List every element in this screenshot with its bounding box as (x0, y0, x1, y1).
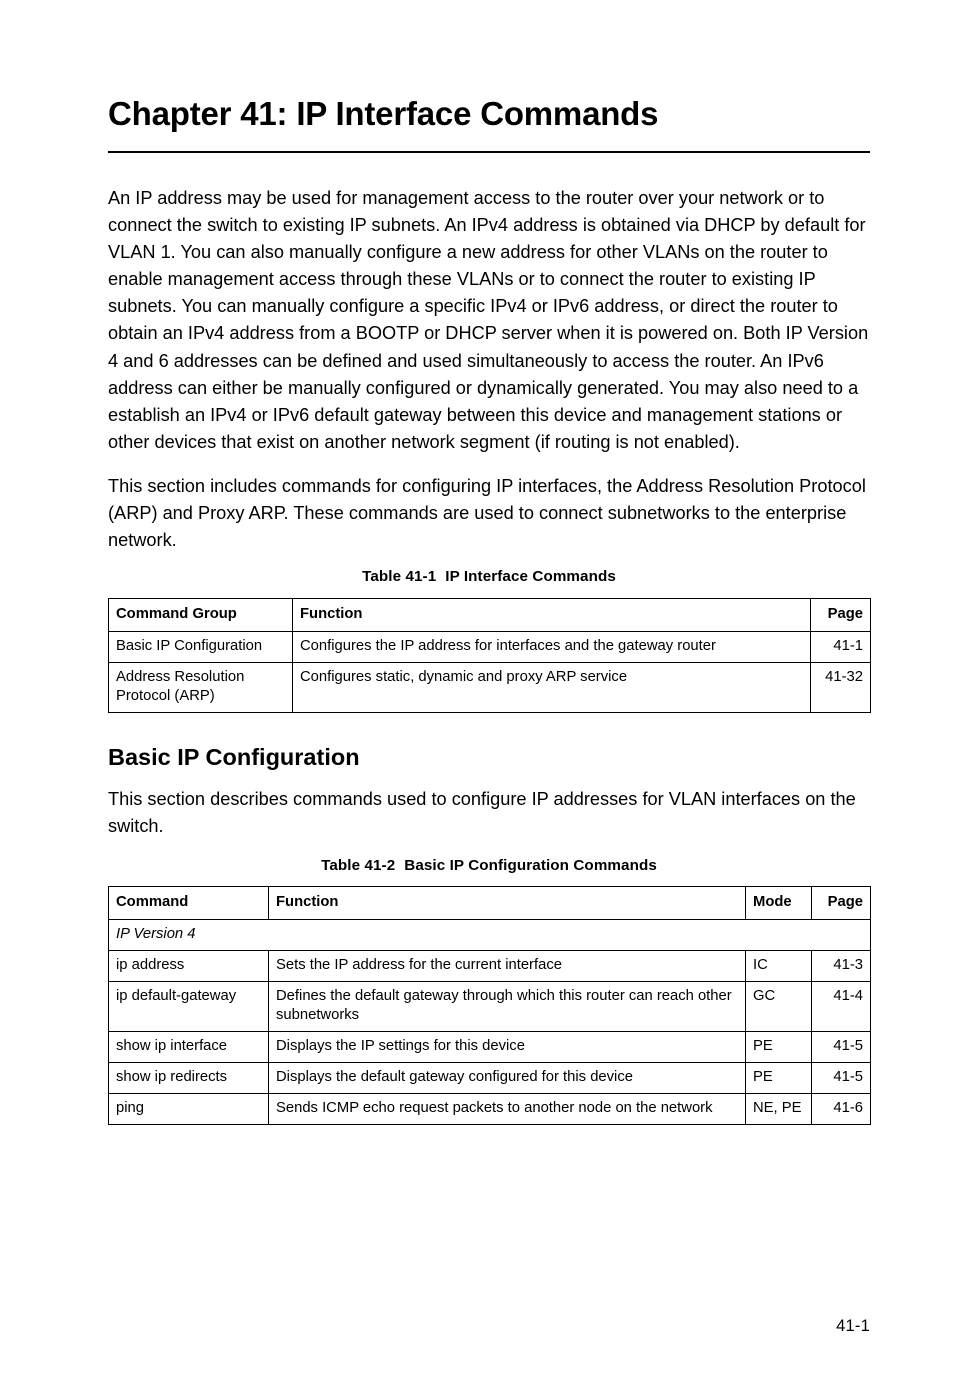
table-row (109, 982, 871, 1032)
ip-interface-commands-table (108, 598, 871, 713)
page-cell[interactable]: 41-1 (811, 632, 871, 663)
mode-cell: PE (746, 1032, 812, 1063)
section-heading-basic-ip-configuration: Basic IP Configuration (108, 744, 360, 770)
command-cell: show ip redirects (109, 1063, 269, 1094)
function-cell: Displays the IP settings for this device (269, 1032, 746, 1063)
table-2-caption (108, 857, 870, 874)
function-cell: Configures static, dynamic and proxy ARP service (293, 663, 811, 713)
function-cell: Configures the IP address for interfaces and the gateway router (293, 632, 811, 663)
command-cell: ip address (109, 951, 269, 982)
page-cell[interactable]: 41-4 (812, 982, 871, 1032)
table-row (109, 663, 871, 713)
page-cell[interactable]: 41-32 (811, 663, 871, 713)
command-group-cell: Address Resolution Protocol (ARP) (109, 663, 293, 713)
page-cell[interactable]: 41-6 (812, 1094, 871, 1125)
table-1-header-command-group: Command Group (109, 599, 293, 632)
mode-cell: PE (746, 1063, 812, 1094)
table-1-caption (108, 568, 870, 585)
table-row (109, 1063, 871, 1094)
table-row (109, 632, 871, 663)
table-2-caption-title: Basic IP Configuration Commands (404, 857, 657, 874)
table-2-header-command: Command (109, 887, 269, 920)
function-cell: Displays the default gateway configured for this device (269, 1063, 746, 1094)
page-cell[interactable]: 41-5 (812, 1032, 871, 1063)
table-row (109, 1094, 871, 1125)
table-row (109, 951, 871, 982)
table-1-header-page: Page (811, 599, 871, 632)
group-label-ip-version-4: IP Version 4 (109, 920, 871, 951)
intro-paragraph-1: An IP address may be used for management access to the router over your network or to connect the switch to existing IP subnets. An IPv4 address is obtained via DHCP by default for VLAN 1. You can also manually configure a new address for other VLANs on the router to enable management access through these VLANs or to connect the router to existing IP subnets. You can manually configure a specific IPv4 or IPv6 address, or direct the router to obtain an IPv4 address from a BOOTP or DHCP server when it is powered on. Both IP Version 4 and 6 addresses can be defined and used simultaneously to access the router. An IPv6 address can either be manually configured or dynamically generated. You may also need to a establish an IPv4 or IPv6 default gateway between this device and management stations or other devices that exist on another network segment (if routing is not enabled). (108, 188, 869, 452)
command-cell: show ip interface (109, 1032, 269, 1063)
mode-cell: GC (746, 982, 812, 1032)
page-cell[interactable]: 41-5 (812, 1063, 871, 1094)
table-1-header-function: Function (293, 599, 811, 632)
function-cell: Sends ICMP echo request packets to another node on the network (269, 1094, 746, 1125)
basic-ip-configuration-commands-table (108, 886, 871, 1125)
table-1-caption-number: Table 41-1 (362, 568, 437, 585)
command-cell: ping (109, 1094, 269, 1125)
table-header-row (109, 599, 871, 632)
table-1-caption-title: IP Interface Commands (445, 568, 616, 585)
title-divider (108, 151, 870, 153)
table-2-caption-number: Table 41-2 (321, 857, 396, 874)
table-group-row (109, 920, 871, 951)
mode-cell: IC (746, 951, 812, 982)
page-title: Chapter 41: IP Interface Commands (108, 95, 659, 132)
table-row (109, 1032, 871, 1063)
intro-paragraph-2: This section includes commands for configuring IP interfaces, the Address Resolution Protocol (ARP) and Proxy ARP. These commands are used to connect subnetworks to the enterprise network. (108, 476, 866, 551)
page-number-footer: 41-1 (836, 1317, 870, 1335)
table-header-row (109, 887, 871, 920)
command-cell: ip default-gateway (109, 982, 269, 1032)
page-cell[interactable]: 41-3 (812, 951, 871, 982)
section-paragraph: This section describes commands used to configure IP addresses for VLAN interfaces on the switch. (108, 789, 856, 837)
command-group-cell: Basic IP Configuration (109, 632, 293, 663)
function-cell: Sets the IP address for the current interface (269, 951, 746, 982)
mode-cell: NE, PE (746, 1094, 812, 1125)
function-cell: Defines the default gateway through which this router can reach other subnetworks (269, 982, 746, 1032)
table-2-header-page: Page (812, 887, 871, 920)
table-2-header-mode: Mode (746, 887, 812, 920)
table-2-header-function: Function (269, 887, 746, 920)
